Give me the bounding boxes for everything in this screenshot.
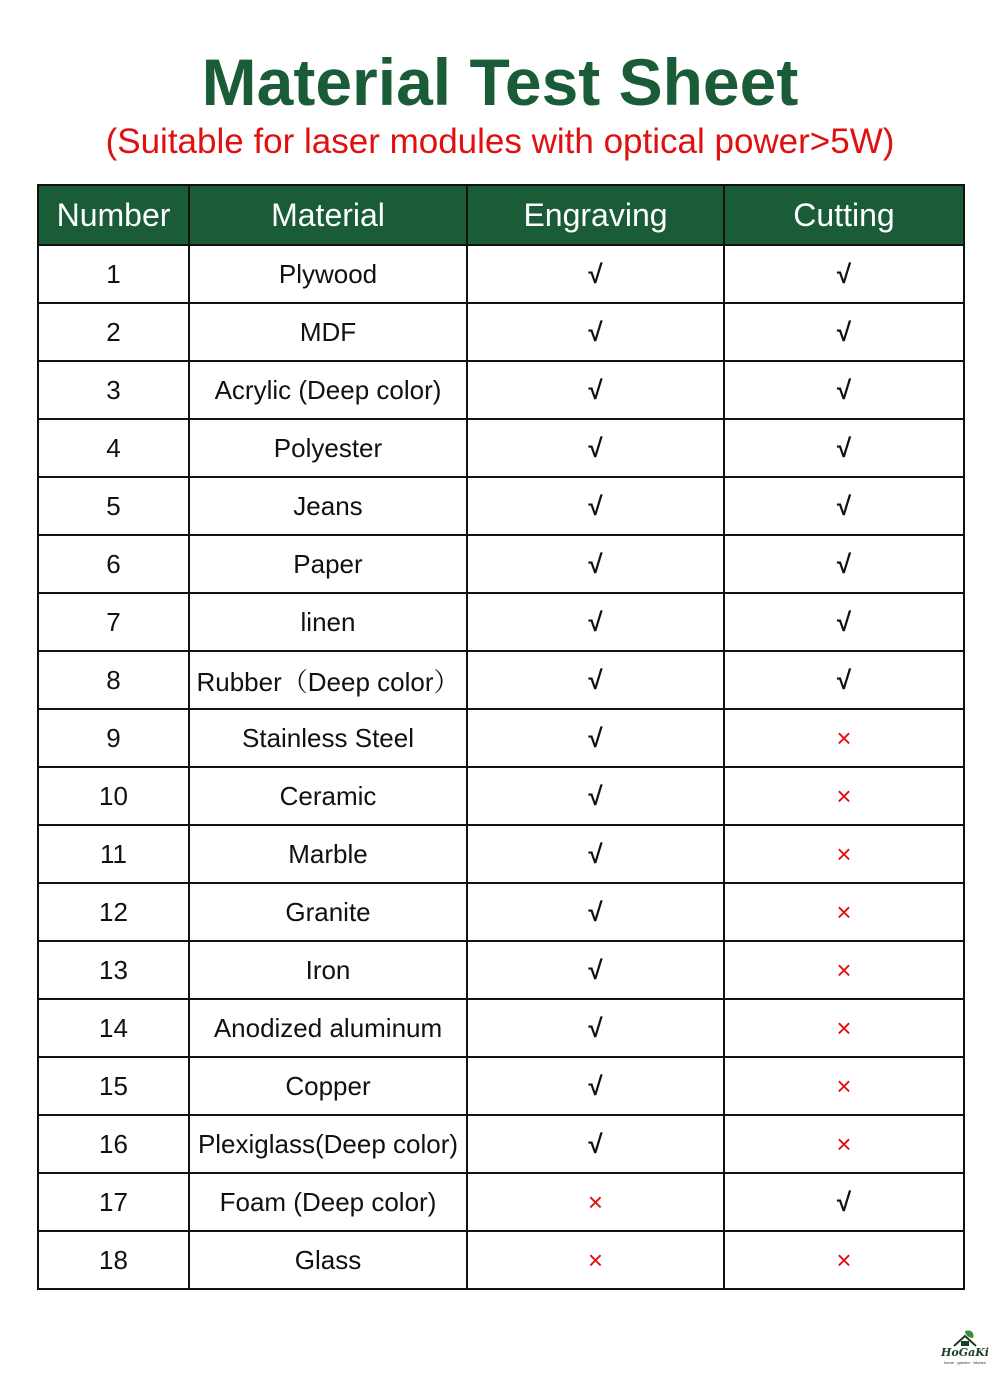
cell-engraving: ×: [467, 1231, 724, 1289]
cell-material: Iron: [189, 941, 467, 999]
cell-cutting: ×: [724, 999, 964, 1057]
cell-material: Granite: [189, 883, 467, 941]
table-row: [38, 1057, 964, 1115]
page-subtitle: (Suitable for laser modules with optical power>5W): [105, 122, 895, 161]
cell-material: Ceramic: [189, 767, 467, 825]
cell-material: Glass: [189, 1231, 467, 1289]
cell-cutting: ×: [724, 1115, 964, 1173]
table-row: [38, 709, 964, 767]
cell-engraving: √: [467, 651, 724, 709]
cell-material: Marble: [189, 825, 467, 883]
cell-material: Jeans: [189, 477, 467, 535]
cell-engraving: √: [467, 1115, 724, 1173]
cell-engraving: √: [467, 999, 724, 1057]
cell-number: 6: [38, 535, 189, 593]
cell-number: 18: [38, 1231, 189, 1289]
table-row: [38, 767, 964, 825]
table-row: [38, 245, 964, 303]
table-row: [38, 361, 964, 419]
table-row: [38, 999, 964, 1057]
cell-material: Paper: [189, 535, 467, 593]
table-row: [38, 651, 964, 709]
cell-number: 17: [38, 1173, 189, 1231]
cell-cutting: √: [724, 1173, 964, 1231]
cell-number: 9: [38, 709, 189, 767]
cell-engraving: √: [467, 767, 724, 825]
cell-number: 10: [38, 767, 189, 825]
cell-cutting: ×: [724, 941, 964, 999]
table-row: [38, 419, 964, 477]
cell-engraving: √: [467, 245, 724, 303]
cell-material: MDF: [189, 303, 467, 361]
table-row: [38, 825, 964, 883]
table-row: [38, 1231, 964, 1289]
table-row: [38, 883, 964, 941]
cell-cutting: ×: [724, 1057, 964, 1115]
table-row: [38, 535, 964, 593]
cell-cutting: ×: [724, 1231, 964, 1289]
cell-engraving: √: [467, 593, 724, 651]
cell-engraving: √: [467, 941, 724, 999]
column-header-cutting: Cutting: [724, 185, 964, 245]
cell-material: Plexiglass(Deep color): [189, 1115, 467, 1173]
cell-number: 7: [38, 593, 189, 651]
cell-number: 2: [38, 303, 189, 361]
logo-tagline: home · garden · kitchen: [943, 1360, 987, 1365]
cell-engraving: ×: [467, 1173, 724, 1231]
cell-engraving: √: [467, 535, 724, 593]
column-header-material: Material: [189, 185, 467, 245]
table-row: [38, 303, 964, 361]
cell-cutting: √: [724, 651, 964, 709]
cell-engraving: √: [467, 1057, 724, 1115]
cell-material: linen: [189, 593, 467, 651]
table-header-row: [38, 185, 964, 245]
cell-cutting: √: [724, 535, 964, 593]
table-row: [38, 941, 964, 999]
cell-cutting: √: [724, 245, 964, 303]
cell-cutting: ×: [724, 767, 964, 825]
cell-material: Polyester: [189, 419, 467, 477]
cell-engraving: √: [467, 361, 724, 419]
cell-number: 15: [38, 1057, 189, 1115]
brand-logo: [940, 1328, 990, 1372]
cell-material: Foam (Deep color): [189, 1173, 467, 1231]
cell-engraving: √: [467, 883, 724, 941]
material-table: [37, 184, 965, 1290]
table-body: [38, 245, 964, 1289]
cell-cutting: √: [724, 419, 964, 477]
cell-number: 8: [38, 651, 189, 709]
cell-material: Rubber（Deep color）: [189, 651, 467, 709]
cell-number: 14: [38, 999, 189, 1057]
cell-cutting: √: [724, 477, 964, 535]
cell-number: 11: [38, 825, 189, 883]
cell-number: 1: [38, 245, 189, 303]
cell-cutting: √: [724, 303, 964, 361]
cell-engraving: √: [467, 709, 724, 767]
cell-engraving: √: [467, 419, 724, 477]
table-row: [38, 477, 964, 535]
cell-number: 12: [38, 883, 189, 941]
column-header-number: Number: [38, 185, 189, 245]
table-row: [38, 1173, 964, 1231]
cell-material: Acrylic (Deep color): [189, 361, 467, 419]
cell-engraving: √: [467, 303, 724, 361]
cell-engraving: √: [467, 477, 724, 535]
house-leaf-icon: [940, 1328, 990, 1348]
cell-material: Plywood: [189, 245, 467, 303]
logo-wordmark: HoGaKi: [941, 1346, 989, 1359]
cell-number: 4: [38, 419, 189, 477]
cell-number: 13: [38, 941, 189, 999]
cell-engraving: √: [467, 825, 724, 883]
cell-cutting: ×: [724, 825, 964, 883]
cell-number: 16: [38, 1115, 189, 1173]
column-header-engraving: Engraving: [467, 185, 724, 245]
cell-material: Stainless Steel: [189, 709, 467, 767]
table-row: [38, 593, 964, 651]
cell-cutting: √: [724, 593, 964, 651]
cell-number: 5: [38, 477, 189, 535]
cell-cutting: √: [724, 361, 964, 419]
cell-material: Anodized aluminum: [189, 999, 467, 1057]
page-title: Material Test Sheet: [201, 45, 799, 119]
cell-cutting: ×: [724, 883, 964, 941]
cell-number: 3: [38, 361, 189, 419]
cell-material: Copper: [189, 1057, 467, 1115]
cell-cutting: ×: [724, 709, 964, 767]
table-row: [38, 1115, 964, 1173]
